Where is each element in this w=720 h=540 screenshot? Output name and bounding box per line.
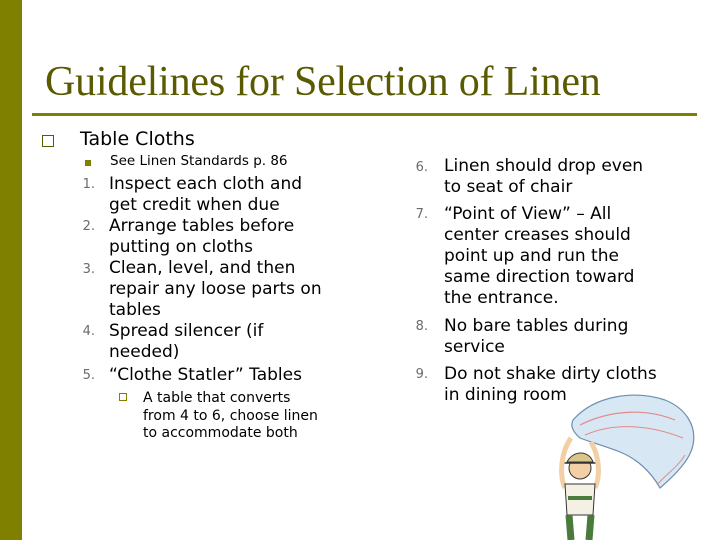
note-text: A table that converts from 4 to 6, choose linen to accommodate both	[143, 390, 318, 441]
list-item-text: “Clothe Statler” Tables	[109, 365, 302, 385]
list-number: 2.	[82, 219, 95, 234]
list-item-text: Spread silencer (if needed)	[109, 321, 264, 362]
list-number: 7.	[415, 207, 428, 222]
list-number: 5.	[82, 368, 95, 383]
list-number: 6.	[415, 160, 428, 175]
square-bullet-icon	[42, 135, 54, 147]
slide-title: Guidelines for Selection of Linen	[45, 59, 601, 105]
list-item-text: Inspect each cloth and get credit when due	[109, 174, 303, 215]
list-item-text: Do not shake dirty cloths in dining room	[444, 364, 657, 405]
filled-square-bullet-icon	[85, 160, 91, 166]
list-number: 4.	[82, 324, 95, 339]
title-underline	[32, 113, 697, 116]
square-bullet-icon	[119, 393, 127, 401]
list-item-text: No bare tables during service	[444, 316, 629, 357]
list-item-text: “Point of View” – All center creases should point up and run the same direction toward the entrance.	[444, 204, 635, 308]
list-number: 9.	[415, 367, 428, 382]
main-bullet-label: Table Cloths	[80, 128, 195, 150]
slide-sidebar-bar	[0, 0, 22, 540]
list-number: 8.	[415, 319, 428, 334]
sub-bullet-label: See Linen Standards p. 86	[110, 153, 288, 169]
list-item-text: Linen should drop even to seat of chair	[444, 156, 644, 197]
list-item-text: Clean, level, and then repair any loose parts on tables	[109, 258, 322, 320]
list-number: 1.	[82, 177, 95, 192]
man-shaking-tablecloth-icon	[525, 380, 710, 540]
list-item-text: Arrange tables before putting on cloths	[109, 216, 295, 257]
list-number: 3.	[82, 262, 95, 277]
